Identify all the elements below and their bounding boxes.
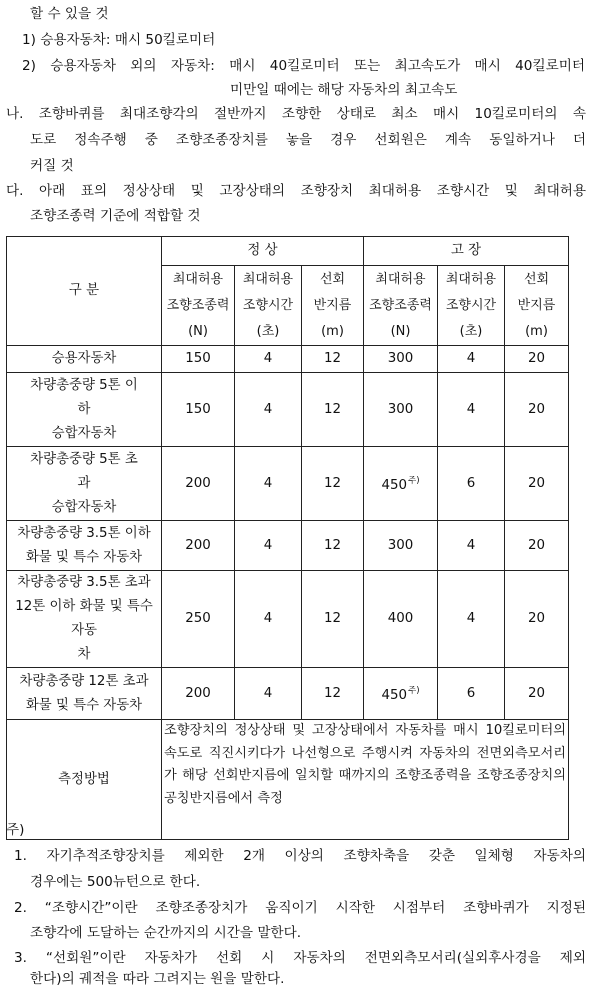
note-3-line-2: 한다)의 궤적을 따라 그려지는 원을 말한다. [30,971,285,987]
fault-time-header: 최대허용 조향시간 (초) [438,266,505,346]
fault-time-value: 4 [438,571,505,668]
table-row [7,571,569,668]
normal-force-value: 200 [162,521,235,571]
normal-force-value: 250 [162,571,235,668]
intro-item-2: 2) 승용자동차 외의 자동차: 매시 40킬로미터 또는 최고속도가 매시 40킬로미터 [22,58,585,74]
normal-time-value: 4 [235,373,302,447]
notes-label: 주) [6,822,25,838]
para-na-line-2: 도로 정속주행 중 조향조종장치를 놓을 경우 선회원은 계속 동일하거나 더 [30,132,586,148]
normal-force-value: 150 [162,373,235,447]
normal-state-header: 정 상 [162,237,364,266]
fault-force-value: 450$^{주)}$ [364,668,438,720]
para-na-line-3: 커질 것 [30,158,74,174]
note-2-line-2: 조향각에 도달하는 순간까지의 시간을 말한다. [30,925,302,941]
normal-time-value: 4 [235,521,302,571]
normal-time-header: 최대허용 조향시간 (초) [235,266,302,346]
fault-radius-value: 20 [505,521,569,571]
intro-item-2-cont: 미만일 때에는 해당 자동차의 최고속도 [230,82,458,98]
row-category: 차량총중량 3.5톤 초과 12톤 이하 화물 및 특수 자동 차 [7,571,162,668]
fault-radius-value: 20 [505,447,569,521]
normal-force-header: 최대허용 조향조종력 (N) [162,266,235,346]
footnote-marker: 주) [408,686,420,696]
fault-time-value: 4 [438,346,505,373]
note-1-line-2: 경우에는 500뉴턴으로 한다. [30,874,201,890]
fault-radius-value: 20 [505,346,569,373]
normal-radius-value: 12 [302,668,364,720]
normal-time-value: 4 [235,571,302,668]
steering-spec-table [6,236,569,840]
normal-force-value: 150 [162,346,235,373]
fault-time-value: 6 [438,447,505,521]
normal-radius-value: 12 [302,447,364,521]
normal-time-value: 4 [235,668,302,720]
para-da-line-2: 조향조종력 기준에 적합할 것 [30,208,201,224]
normal-time-value: 4 [235,346,302,373]
intro-line: 할 수 있을 것 [30,6,109,22]
fault-force-header: 최대허용 조향조종력 (N) [364,266,438,346]
fault-state-header: 고 장 [364,237,569,266]
fault-force-value: 400 [364,571,438,668]
row-category: 차량총중량 3.5톤 이하 화물 및 특수 자동차 [7,521,162,571]
category-header: 구 분 [7,237,162,346]
fault-radius-value: 20 [505,668,569,720]
fault-radius-value: 20 [505,373,569,447]
fault-radius-header: 선회 반지름 (m) [505,266,569,346]
intro-item-1: 1) 승용자동차: 매시 50킬로미터 [22,32,216,48]
normal-radius-value: 12 [302,571,364,668]
note-2-line-1: 2. “조향시간”이란 조향조종장치가 움직이기 시작한 시점부터 조향바퀴가 지정된 [14,900,586,916]
table-row [7,373,569,447]
fault-force-value: 300 [364,521,438,571]
normal-force-value: 200 [162,447,235,521]
para-da-line-1: 다. 아래 표의 정상상태 및 고장상태의 조향장치 최대허용 조향시간 및 최대허용 [6,183,586,199]
table-row [7,447,569,521]
fault-force-value: 300 [364,346,438,373]
row-category: 승용자동차 [7,346,162,373]
normal-radius-value: 12 [302,373,364,447]
table-row [7,668,569,720]
method-text: 조향장치의 정상상태 및 고장상태에서 자동차를 매시 10킬로미터의 속도로 직진시키다가 나선형으로 주행시켜 자동차의 전면외측모서리가 해당 선회반지름에 일치할 때까지의 조향조종력을 조향조종장치의 공칭반지름에서 측정 [162,720,569,840]
normal-radius-value: 12 [302,521,364,571]
fault-time-value: 4 [438,373,505,447]
note-1-line-1: 1. 자기추적조향장치를 제외한 2개 이상의 조향차축을 갖춘 일체형 자동차의 [14,848,586,864]
note-3-line-1: 3. “선회원”이란 자동차가 선회 시 자동차의 전면외측모서리(실외후사경을 제외 [14,950,586,966]
row-category: 차량총중량 5톤 초 과 승합자동차 [7,447,162,521]
fault-force-value: 450$^{주)}$ [364,447,438,521]
normal-time-value: 4 [235,447,302,521]
method-label: 측정방법 [7,720,162,840]
normal-radius-header: 선회 반지름 (m) [302,266,364,346]
para-na-line-1: 나. 조향바퀴를 최대조향각의 절반까지 조향한 상태로 최소 매시 10킬로미터의 속 [6,106,586,122]
table-row [7,521,569,571]
table-row [7,346,569,373]
fault-time-value: 4 [438,521,505,571]
fault-force-value: 300 [364,373,438,447]
normal-force-value: 200 [162,668,235,720]
footnote-marker: 주) [408,476,420,486]
fault-time-value: 6 [438,668,505,720]
fault-radius-value: 20 [505,571,569,668]
row-category: 차량총중량 5톤 이 하 승합자동차 [7,373,162,447]
row-category: 차량총중량 12톤 초과 화물 및 특수 자동차 [7,668,162,720]
normal-radius-value: 12 [302,346,364,373]
